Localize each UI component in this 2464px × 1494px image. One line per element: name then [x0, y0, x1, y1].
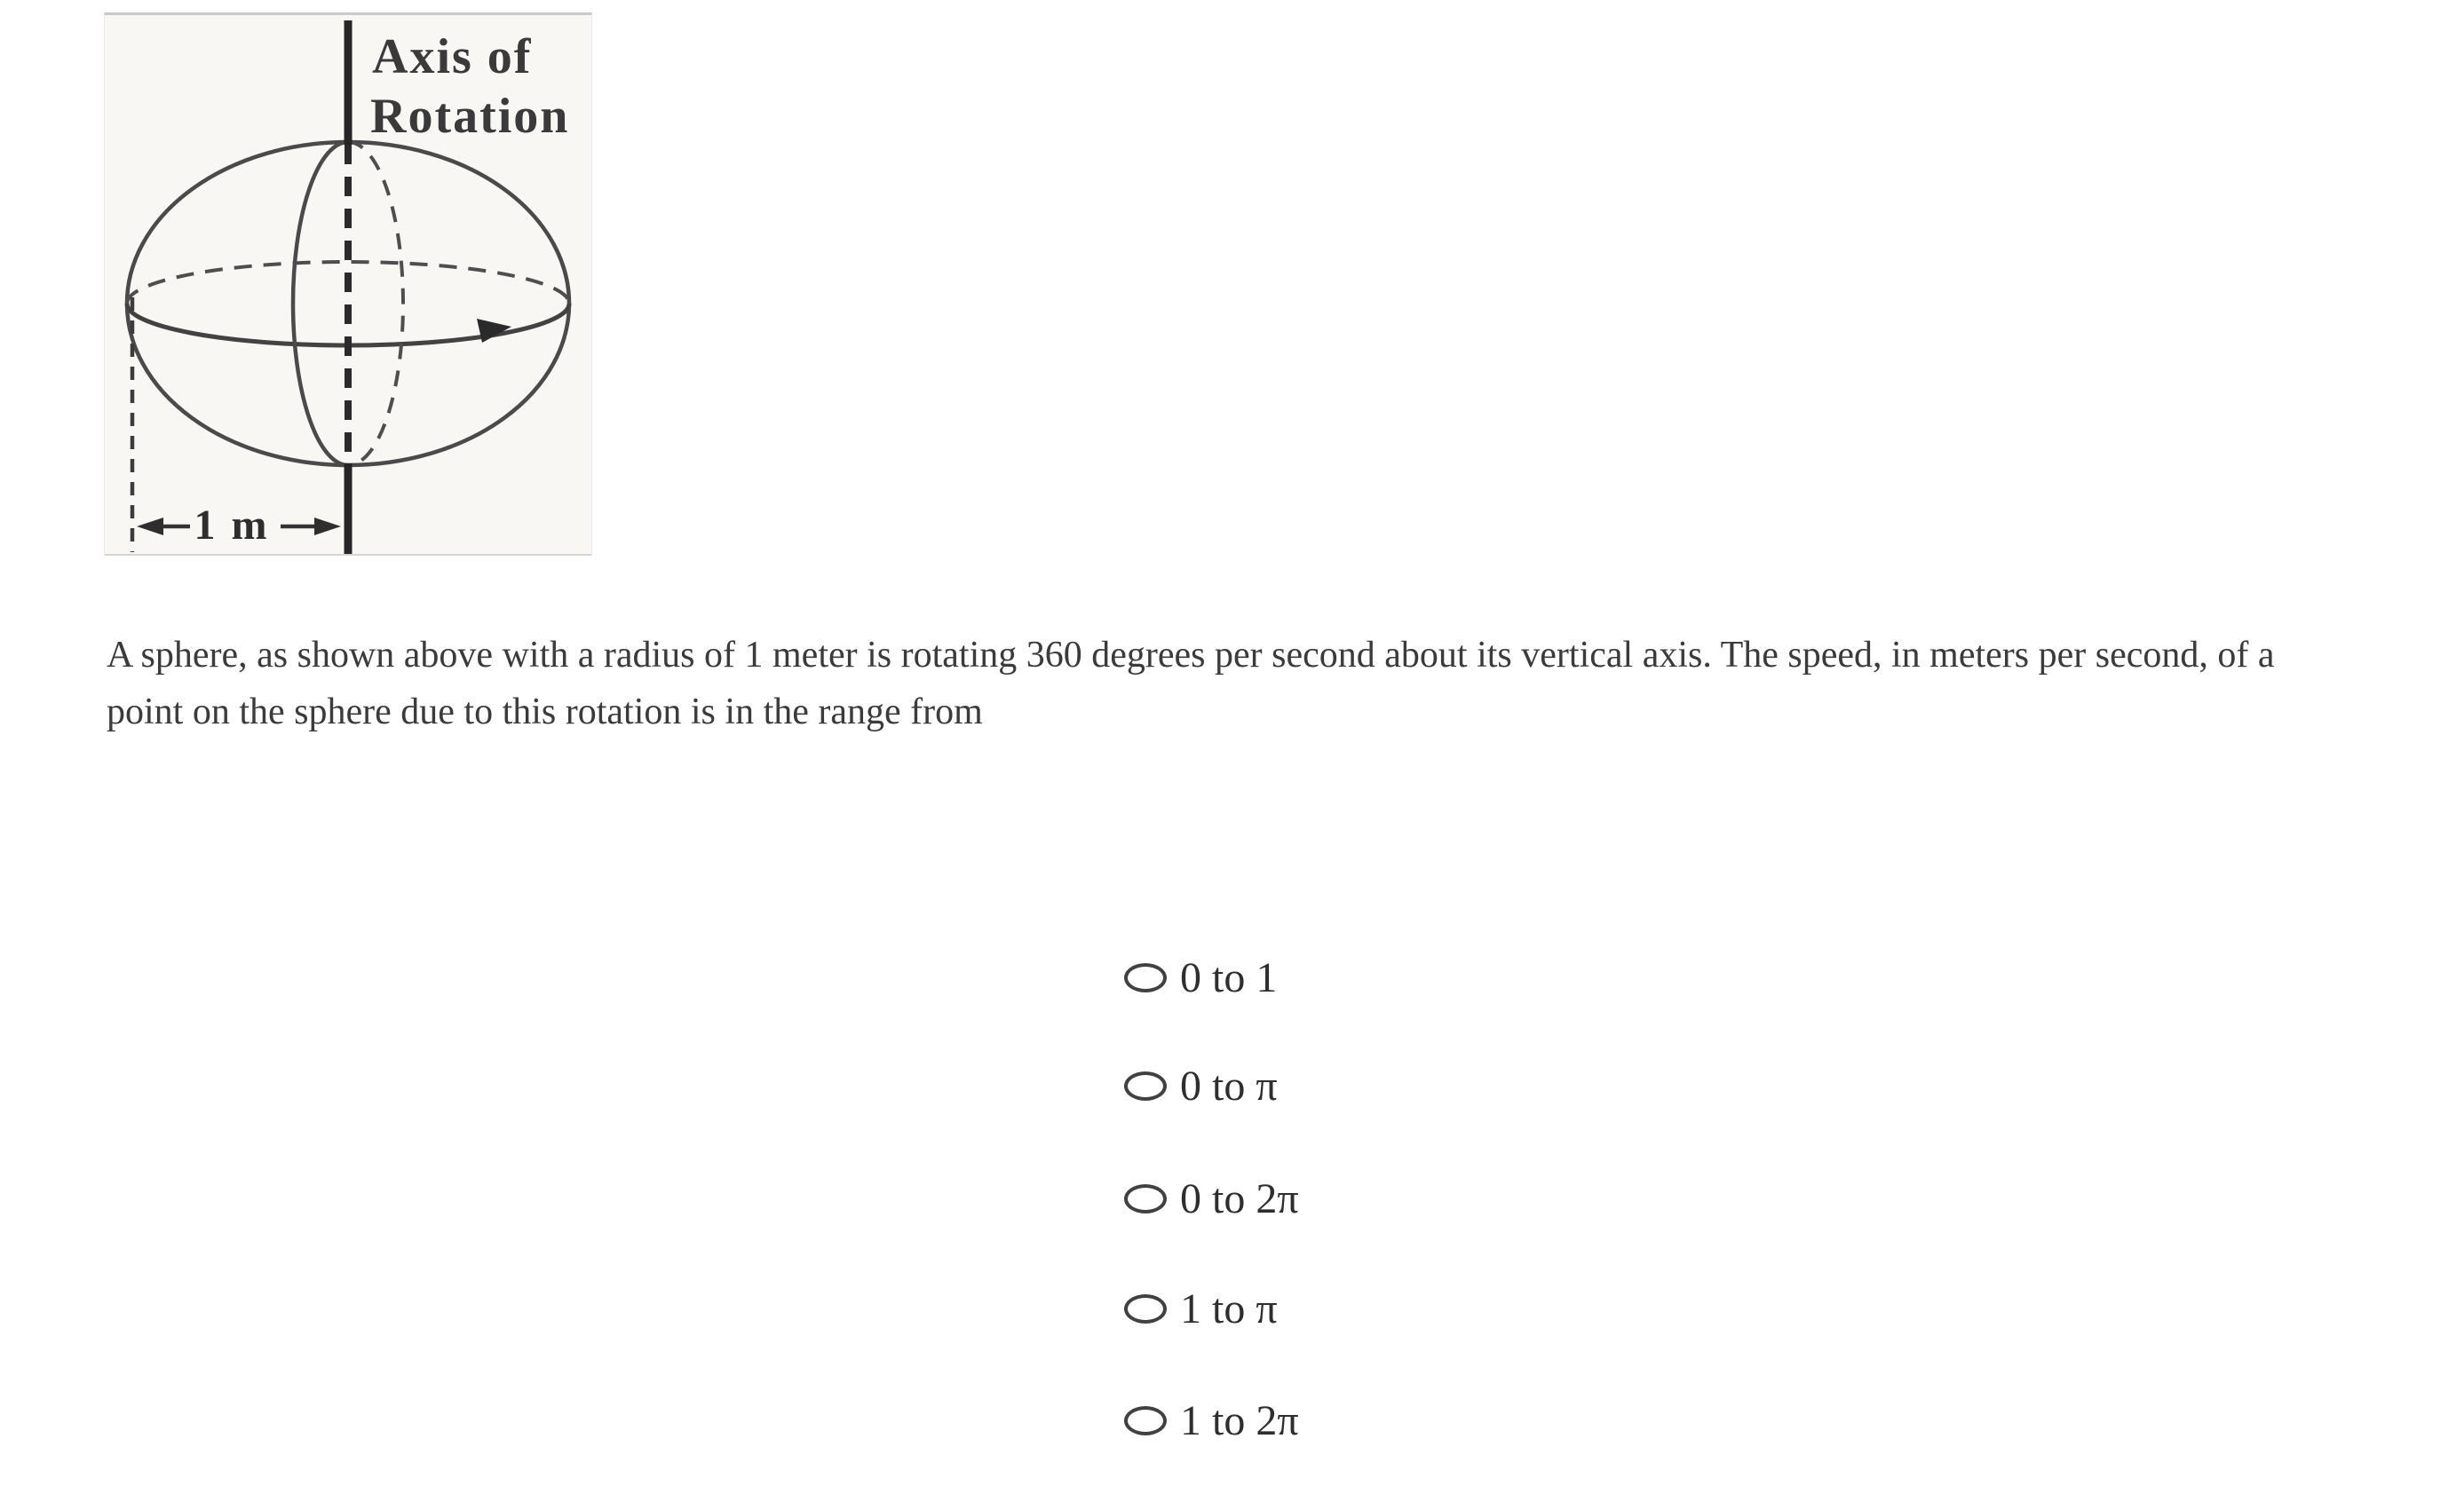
question-text: A sphere, as shown above with a radius of 1 meter is rotating 360 degrees per second about its vertical axis. The speed, in meters per second, of a point on the sphere due to this rotation is in the range from — [107, 635, 2275, 732]
radio-button[interactable] — [1124, 1071, 1167, 1101]
option-row[interactable] — [1124, 1056, 1278, 1115]
option-row[interactable] — [1124, 1279, 1278, 1338]
option-row[interactable] — [1124, 1391, 1299, 1450]
option-row[interactable] — [1124, 948, 1277, 1007]
radio-button[interactable] — [1124, 1184, 1167, 1213]
radio-button[interactable] — [1124, 1406, 1167, 1435]
radio-button[interactable] — [1124, 963, 1167, 992]
sphere-rotation-diagram — [105, 15, 591, 554]
dimension-label: 1 m — [194, 502, 270, 549]
dimension-arrow-left-head — [137, 518, 163, 535]
option-row[interactable] — [1124, 1169, 1299, 1228]
radio-button[interactable] — [1124, 1294, 1167, 1324]
axis-label-line1: Axis of — [372, 29, 533, 84]
axis-label-line2: Rotation — [370, 89, 570, 144]
option-label[interactable]: 0 to 1 — [1180, 953, 1278, 1001]
option-label[interactable]: 0 to 2π — [1180, 1174, 1299, 1222]
option-label[interactable]: 0 to π — [1180, 1062, 1278, 1110]
question-figure — [104, 12, 592, 556]
meridian-back-dashed — [348, 142, 403, 465]
meridian-front-solid — [293, 142, 348, 465]
option-label[interactable]: 1 to π — [1180, 1285, 1278, 1332]
dimension-arrow-right-head — [314, 518, 341, 535]
option-label[interactable]: 1 to 2π — [1180, 1396, 1299, 1444]
